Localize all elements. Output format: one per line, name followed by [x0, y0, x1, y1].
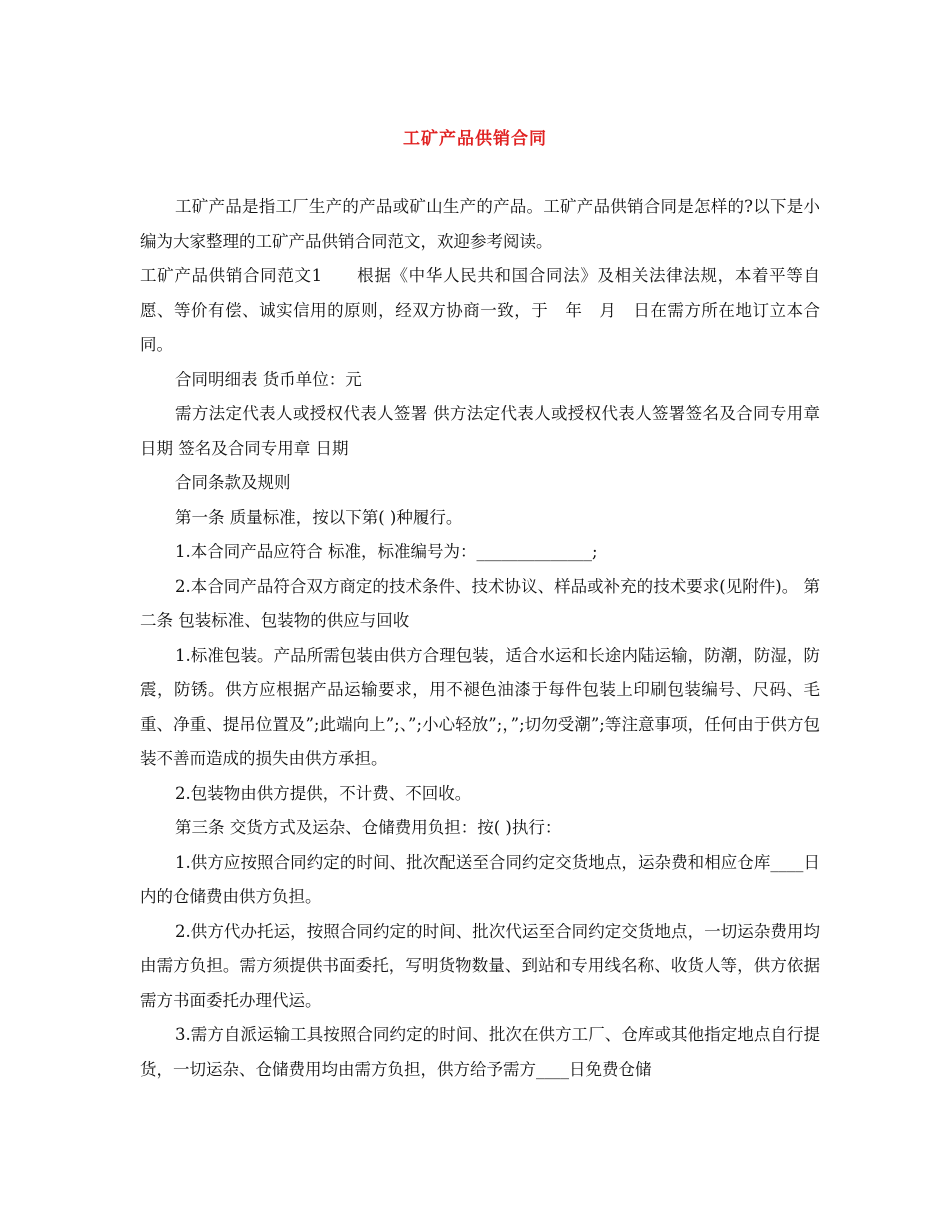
paragraph: 工矿产品是指工厂生产的产品或矿山生产的产品。工矿产品供销合同是怎样的?以下是小编为大家整理的工矿产品供销合同范文，欢迎参考阅读。 — [140, 197, 820, 251]
paragraph: 2.包装物由供方提供，不计费、不回收。 — [175, 783, 472, 803]
paragraph: 合同条款及规则 — [175, 473, 291, 492]
paragraph: 合同明细表 货币单位：元 — [175, 369, 362, 389]
paragraph: 需方法定代表人或授权代表人签署 供方法定代表人或授权代表人签署签名及合同专用章 日期 签名及合同专用章 日期 — [140, 404, 820, 458]
paragraph: 第一条 质量标准，按以下第( )种履行。 — [175, 507, 463, 527]
paragraph: 1.供方应按照合同约定的时间、批次配送至合同约定交货地点，运杂费和相应仓库____日内的仓储费由供方负担。 — [140, 852, 820, 906]
document-body — [140, 190, 820, 1087]
paragraph: 1.标准包装。产品所需包装由供方合理包装，适合水运和长途内陆运输，防潮，防湿，防震，防锈。供方应根据产品运输要求，用不褪色油漆于每件包装上印刷包装编号、尺码、毛重、净重、提吊位置及”;此端向上”;、”;小心轻放”;，”;切勿受潮”;等注意事项，任何由于供方包装不善而造成的损失由供方承担。 — [140, 645, 820, 768]
paragraph: 工矿产品供销合同范文1 根据《中华人民共和国合同法》及相关法律法规，本着平等自愿、等价有偿、诚实信用的原则，经双方协商一致，于 年 月 日在需方所在地订立本合同。 — [140, 266, 820, 354]
paragraph: 第三条 交货方式及运杂、仓储费用负担：按( )执行： — [175, 818, 562, 837]
paragraph: 2.供方代办托运，按照合同约定的时间、批次代运至合同约定交货地点，一切运杂费用均由需方负担。需方须提供书面委托，写明货物数量、到站和专用线名称、收货人等，供方依据需方书面委托办理代运。 — [140, 921, 820, 1010]
document-title: 工矿产品供销合同 — [403, 129, 547, 149]
paragraph: 1.本合同产品应符合 标准，标准编号为：______________; — [175, 542, 598, 561]
paragraph: 2.本合同产品符合双方商定的技术条件、技术协议、样品或补充的技术要求(见附件)。 第二条 包装标准、包装物的供应与回收 — [140, 576, 820, 630]
paragraph: 3.需方自派运输工具按照合同约定的时间、批次在供方工厂、仓库或其他指定地点自行提货，一切运杂、仓储费用均由需方负担，供方给予需方____日免费仓储 — [140, 1025, 820, 1079]
